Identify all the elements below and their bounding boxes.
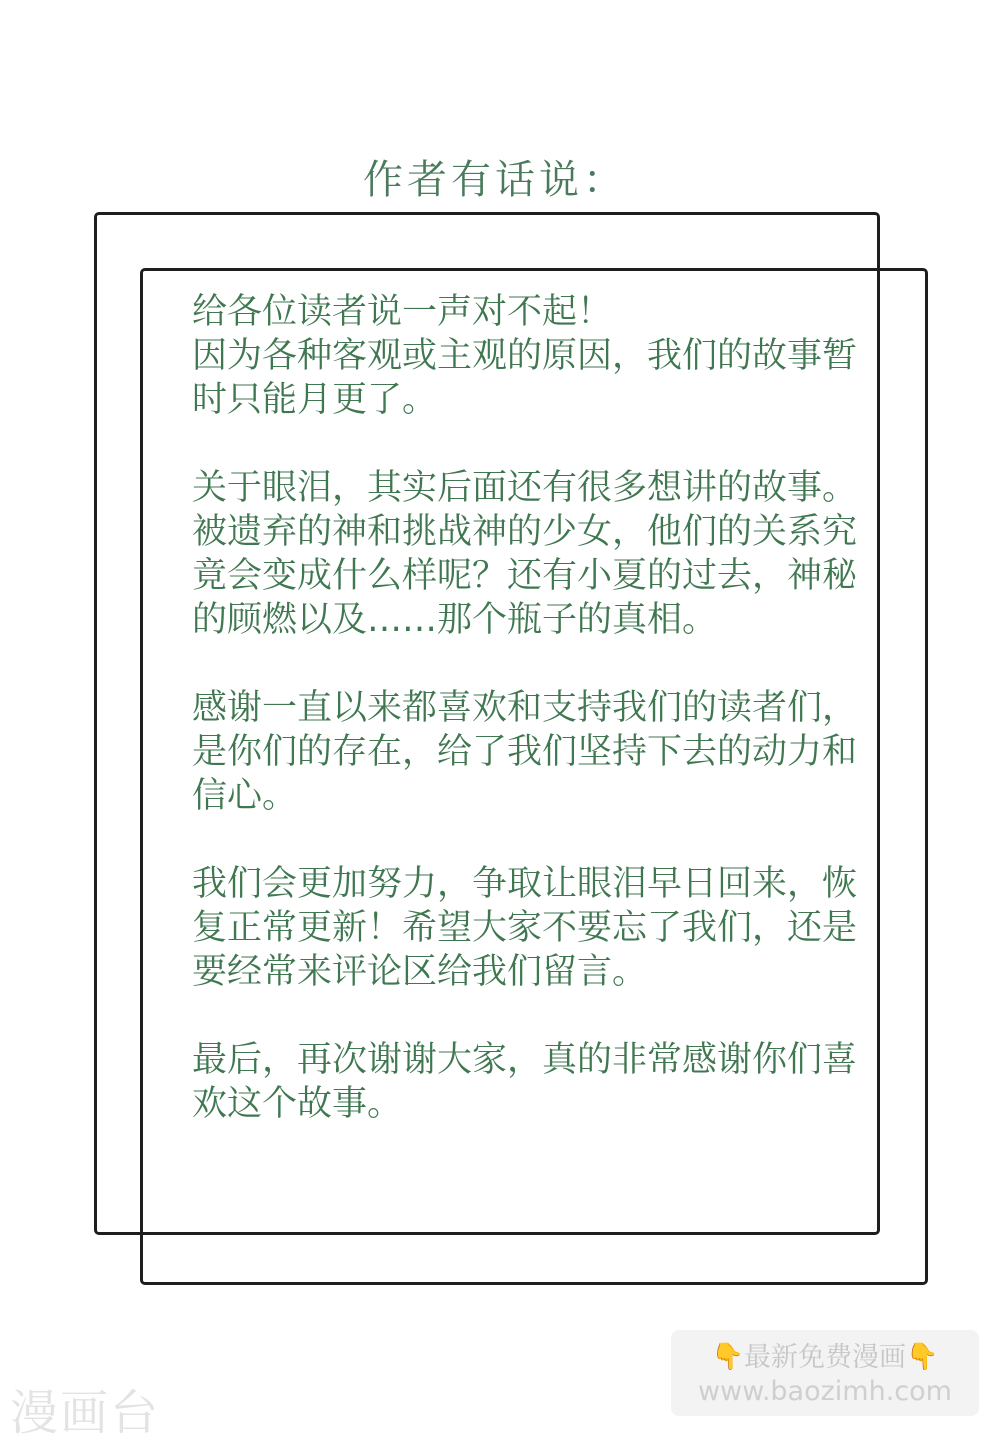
badge-slogan: 最新免费漫画 <box>744 1342 906 1373</box>
paragraph-story: 关于眼泪，其实后面还有很多想讲的故事。被遗弃的神和挑战神的少女，他们的关系究竟会变成什么样呢？还有小夏的过去，神秘的顾燃以及……那个瓶子的真相。 <box>192 468 858 640</box>
watermark-logo: 漫画台 <box>10 1385 161 1441</box>
badge-url[interactable]: www.baozimh.com <box>698 1376 952 1407</box>
pointing-down-hand-icon: 👇 <box>711 1342 744 1372</box>
paragraph-promise: 我们会更加努力，争取让眼泪早日回来，恢复正常更新！希望大家不要忘了我们，还是要经常来评论区给我们留言。 <box>192 864 858 992</box>
author-note <box>192 290 882 1126</box>
site-badge[interactable] <box>671 1330 979 1416</box>
pointing-down-hand-icon: 👇 <box>906 1342 939 1372</box>
paragraph-apology: 给各位读者说一声对不起！ 因为各种客观或主观的原因，我们的故事暂时只能月更了。 <box>192 292 858 420</box>
paragraph-thanks: 感谢一直以来都喜欢和支持我们的读者们，是你们的存在，给了我们坚持下去的动力和信心。 <box>192 688 858 816</box>
page-title: 作者有话说： <box>363 157 627 203</box>
paragraph-closing: 最后，再次谢谢大家，真的非常感谢你们喜欢这个故事。 <box>192 1040 858 1124</box>
